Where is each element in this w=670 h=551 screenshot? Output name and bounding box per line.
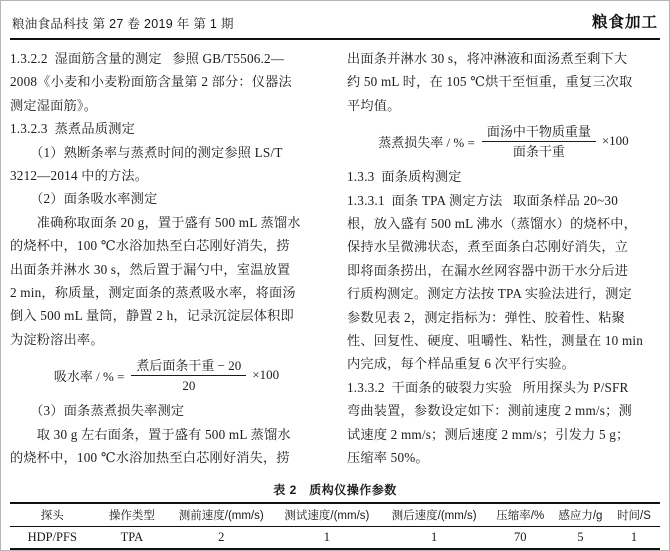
table-header-cell: 操作类型 [108, 509, 155, 522]
formula-lhs: 吸水率 / % = [53, 368, 125, 384]
text-line: 行质构测定。测定方法按 TPA 实验法进行，测定 [347, 286, 632, 302]
text-line: 3212—2014 中的方法。 [10, 168, 149, 184]
text-line: 根，放入盛有 500 mL 沸水（蒸馏水）的烧杯中， [347, 216, 638, 232]
water-absorption-formula [10, 352, 323, 398]
table-header-row [10, 503, 660, 527]
cooking-loss-formula [347, 118, 660, 164]
table-caption: 表 2 质构仪操作参数 [273, 482, 397, 497]
text-line: 保持水呈微沸状态，煮至面条白芯刚好消失，立 [347, 239, 629, 255]
right-text-block-2 [347, 165, 660, 469]
table-cell: 2 [218, 529, 225, 544]
table-cell: 1 [323, 529, 330, 544]
journal-header [10, 8, 660, 40]
table-cell: 1 [630, 529, 638, 544]
left-text-block-1 [10, 47, 323, 351]
text-line: 准确称取面条 20 g，置于盛有 500 mL 蒸馏水 [10, 214, 301, 230]
table-header-cell: 压缩率/% [496, 509, 545, 522]
two-column-body [10, 40, 660, 470]
text-line: 压缩率 50%。 [347, 450, 429, 466]
formula-fraction [482, 123, 596, 160]
text-line: 测定湿面筋》。 [10, 97, 98, 113]
text-line: 倒入 500 mL 量筒，静置 2 h，记录沉淀层体积即 [10, 308, 294, 324]
table-header-cell: 测试速度/(mm/s) [284, 509, 370, 522]
text-line: 为淀粉溶出率。 [10, 331, 104, 347]
formula-denominator: 面条干重 [512, 143, 565, 159]
text-line: （1）熟断条率与蒸煮时间的测定参照 LS/T [10, 144, 283, 160]
formula-denominator: 20 [182, 377, 196, 393]
formula-lhs: 蒸煮损失率 / % = [378, 134, 475, 150]
formula-numerator: 煮后面条干重 − 20 [131, 357, 246, 376]
text-line: 1.3.3 面条质构测定 [347, 169, 462, 185]
formula-fraction [131, 357, 246, 394]
text-line: 1.3.3.2 干面条的破裂力实验 所用探头为 P/SFR [347, 379, 629, 395]
table-cell: TPA [120, 529, 144, 544]
table-header-cell: 测后速度/(mm/s) [391, 509, 477, 522]
formula-multiplier: ×100 [601, 133, 629, 149]
right-column [347, 47, 660, 470]
table-header-cell: 时间/S [617, 509, 651, 522]
parameters-table [10, 502, 660, 550]
text-line: 2008《小麦和小麦粉面筋含量第 2 部分：仪器法 [10, 74, 292, 90]
text-line: 2 min，称质量，测定面条的蒸煮吸水率，将面汤 [10, 285, 296, 301]
text-line: 取 30 g 左右面条，置于盛有 500 mL 蒸馏水 [10, 426, 291, 442]
text-line: 约 50 mL 时，在 105 ℃烘干至恒重，重复三次取 [347, 74, 633, 90]
table-header-cell: 探头 [40, 509, 64, 522]
table-body [10, 526, 660, 549]
text-line: 弯曲装置，参数设定如下：测前速度 2 mm/s；测 [347, 403, 632, 419]
text-line: （2）面条吸水率测定 [10, 191, 158, 207]
table-header-cell: 测前速度/(mm/s) [178, 509, 264, 522]
text-line: 的烧杯中，100 ℃水浴加热至白芯刚好消失，捞 [10, 238, 290, 254]
text-line: 出面条并淋水 30 s，然后置于漏勺中，室温放置 [10, 261, 291, 277]
formula-numerator: 面汤中干物质重量 [482, 123, 596, 142]
right-text-block-1 [347, 47, 660, 117]
text-line: 平均值。 [347, 97, 401, 113]
text-line: 1.3.2.2 湿面筋含量的测定 参照 GB/T5506.2— [10, 51, 285, 66]
text-line: 的烧杯中，100 ℃水浴加热至白芯刚好消失，捞 [10, 450, 290, 466]
text-line: 1.3.2.3 蒸煮品质测定 [10, 121, 135, 137]
table-header-cell: 感应力/g [558, 509, 603, 522]
text-line: （3）面条蒸煮损失率测定 [10, 403, 185, 419]
text-line: 试速度 2 mm/s；测后速度 2 mm/s；引发力 5 g； [347, 426, 630, 442]
table-cell: 1 [431, 529, 438, 544]
formula-multiplier: ×100 [252, 367, 280, 383]
table-cell: 70 [514, 529, 527, 544]
text-line: 性、回复性、硬度、咀嚼性、粘性，测量在 10 min [347, 333, 644, 349]
text-line: 1.3.3.1 面条 TPA 测定方法 取面条样品 20~30 [347, 192, 618, 208]
table-cell: HDP/PFS [27, 529, 77, 544]
table-row [10, 526, 660, 549]
left-column [10, 47, 323, 470]
left-text-block-2 [10, 399, 323, 469]
text-line: 出面条并淋水 30 s，将冲淋液和面汤煮至剩下大 [347, 51, 628, 66]
section-label: 粮食加工 [591, 14, 658, 31]
journal-info: 粮油食品科技 第 27 卷 2019 年 第 1 期 [12, 17, 234, 31]
table-section [10, 481, 660, 550]
text-line: 内完成，每个样品重复 6 次平行实验。 [347, 356, 575, 372]
text-line: 即将面条捞出，在漏水丝网容器中沥干水分后进 [347, 262, 629, 278]
text-line: 参数见表 2，测定指标为：弹性、胶着性、粘聚 [347, 309, 626, 325]
table-cell: 5 [577, 529, 584, 544]
